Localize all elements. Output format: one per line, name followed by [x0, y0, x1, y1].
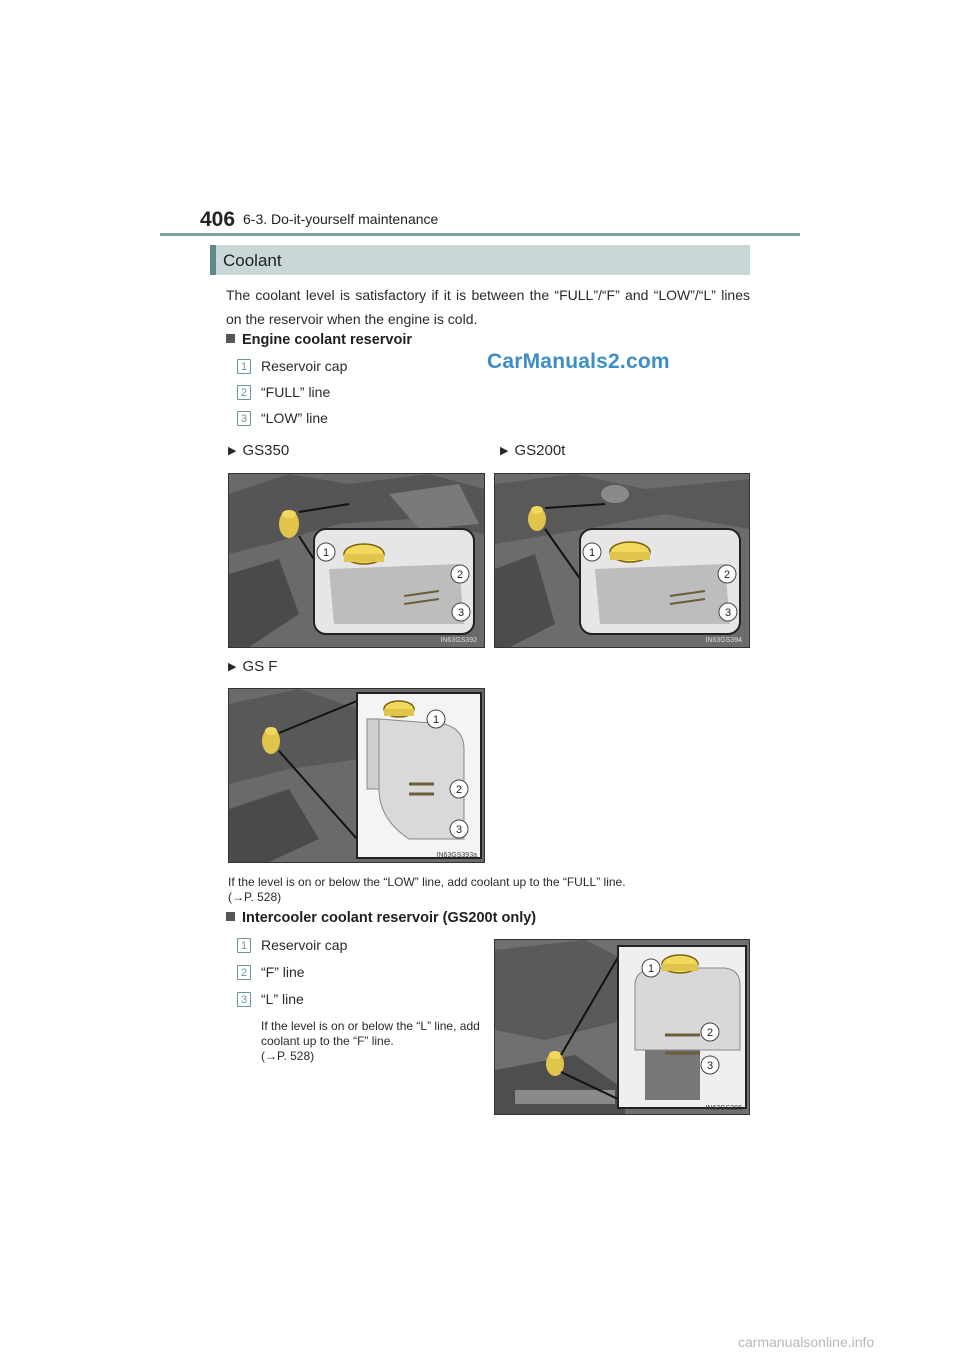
- section-title-bar: [210, 245, 750, 275]
- item-label-reservoir-cap: Reservoir cap: [261, 937, 348, 953]
- intro-paragraph: The coolant level is satisfactory if it is between the “FULL”/“F” and “LOW”/“L” lines on the reservoir when the engine is cold.: [226, 287, 750, 327]
- figure-gs350: [228, 473, 485, 648]
- callout-number-3: 3: [237, 992, 251, 1007]
- item-label-low-line: “LOW” line: [261, 410, 328, 426]
- square-bullet-icon: [226, 334, 235, 343]
- figure-code: IN63GS396: [705, 1105, 742, 1112]
- footer-watermark: carmanualsonline.info: [738, 1334, 875, 1350]
- figure-code: IN63GS392: [440, 637, 477, 644]
- svg-text:1: 1: [588, 547, 596, 559]
- item-label-reservoir-cap: Reservoir cap: [261, 358, 348, 374]
- callout-number-3: 3: [237, 411, 251, 426]
- figure-gs200t: [494, 473, 750, 648]
- callout-number-2: 2: [237, 965, 251, 980]
- callout-number-2: 2: [237, 385, 251, 400]
- engine-reservoir-note: If the level is on or below the “LOW” line, add coolant up to the “FULL” line. (→P. 528): [228, 875, 626, 904]
- intercooler-reservoir-heading: Intercooler coolant reservoir (GS200t only): [226, 910, 536, 926]
- variant-label-gsf: ▶ GS F: [228, 658, 278, 675]
- page-number: 406: [200, 208, 236, 231]
- callout-number-1: 1: [237, 359, 251, 374]
- triangle-right-icon: ▶: [228, 445, 237, 457]
- svg-text:2: 2: [706, 1027, 714, 1039]
- callout-number-1: 1: [237, 938, 251, 953]
- figure-gsf: [228, 688, 485, 863]
- svg-text:1: 1: [432, 714, 440, 726]
- engine-reservoir-heading: Engine coolant reservoir: [226, 332, 412, 348]
- item-label-f-line: “F” line: [261, 964, 305, 980]
- triangle-right-icon: ▶: [228, 661, 237, 673]
- svg-text:3: 3: [724, 607, 732, 619]
- header-divider: [160, 233, 800, 236]
- svg-text:2: 2: [723, 569, 731, 581]
- svg-text:1: 1: [322, 547, 330, 559]
- watermark-text: CarManuals2.com: [487, 350, 670, 373]
- svg-text:1: 1: [647, 963, 655, 975]
- svg-text:3: 3: [457, 607, 465, 619]
- svg-text:2: 2: [455, 784, 463, 796]
- svg-text:3: 3: [455, 824, 463, 836]
- variant-label-gs350: ▶ GS350: [228, 442, 290, 459]
- triangle-right-icon: ▶: [500, 445, 509, 457]
- square-bullet-icon: [226, 912, 235, 921]
- svg-text:2: 2: [456, 569, 464, 581]
- section-reference: 6-3. Do-it-yourself maintenance: [243, 211, 439, 227]
- item-label-l-line: “L” line: [261, 991, 304, 1007]
- intercooler-reservoir-note: If the level is on or below the “L” line, add coolant up to the “F” line. (→P. 528): [261, 1019, 480, 1063]
- section-title: Coolant: [223, 251, 282, 270]
- figure-intercooler: [494, 939, 750, 1115]
- svg-text:3: 3: [706, 1060, 714, 1072]
- figure-code: IN63GS394: [705, 637, 742, 644]
- variant-label-gs200t: ▶ GS200t: [500, 442, 566, 459]
- figure-code: IN63GS393a: [436, 852, 477, 859]
- item-label-full-line: “FULL” line: [261, 384, 331, 400]
